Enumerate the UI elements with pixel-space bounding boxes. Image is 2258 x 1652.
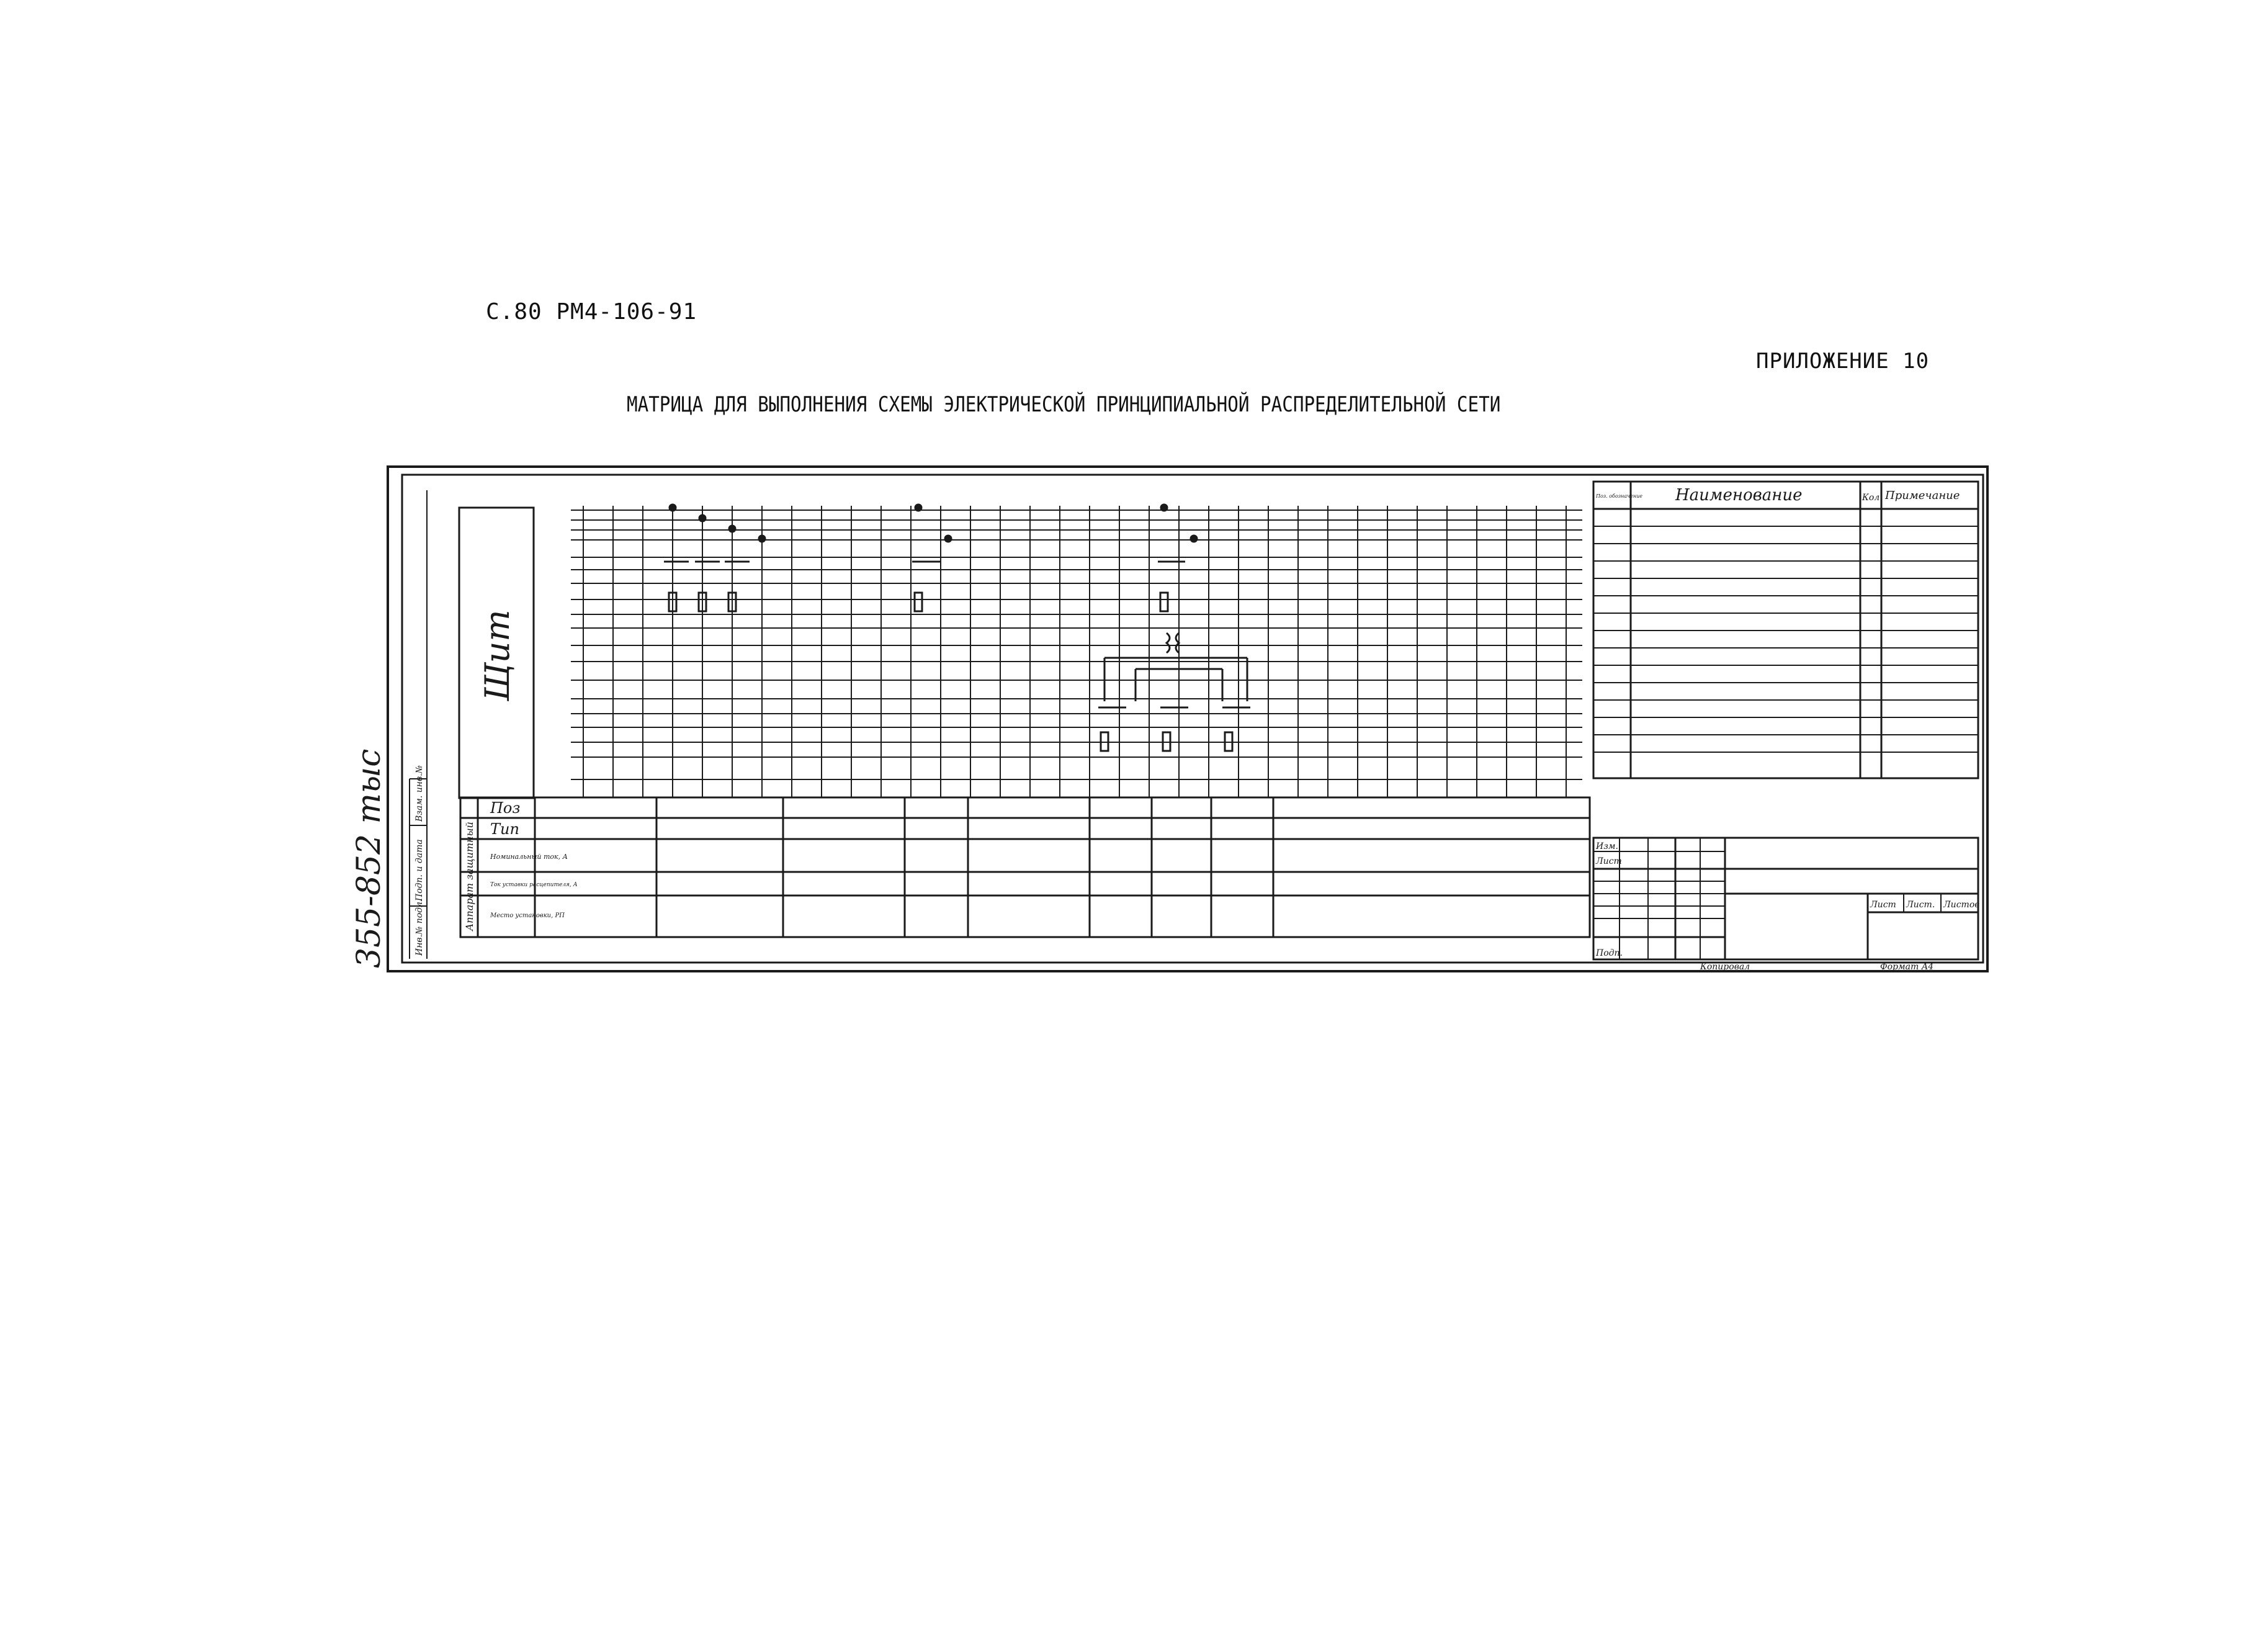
document-code: С.80 РМ4-106-91 [486, 299, 697, 325]
stamp-label-sheet: Лист [1596, 856, 1622, 866]
spec-table-rows [1593, 526, 1978, 752]
row-label-nominal-current: Номинальный ток, А [490, 853, 568, 861]
spec-header-name: Наименование [1675, 486, 1803, 505]
stamp-label-sign: Подп. [1596, 948, 1623, 958]
row-label-pos: Поз [490, 799, 521, 817]
bus-lines [571, 510, 1582, 779]
row-label-type: Тип [490, 820, 519, 838]
appendix-label: ПРИЛОЖЕНИЕ 10 [1756, 349, 1930, 374]
panel-label: Щит [478, 609, 517, 701]
row-label-location: Место установки, РП [490, 912, 565, 919]
title-block-rows [1593, 838, 1941, 959]
handwritten-number: 355-852 тыс [351, 748, 388, 968]
stamp-copied: Копировал [1700, 962, 1750, 972]
stamp-sheet-col-1: Лист [1870, 900, 1896, 910]
left-strip-inv: Инв.№ подл. [414, 899, 424, 956]
stamp-sheet-col-2: Лист. [1906, 900, 1935, 910]
spec-header-note: Примечание [1885, 489, 1960, 502]
spec-header-pos: Поз. обозначение [1596, 493, 1643, 499]
left-strip-sign-date: Подп. и дата [414, 839, 424, 901]
stamp-format: Формат А4 [1880, 962, 1934, 972]
spec-header-qty: Кол. [1862, 493, 1883, 503]
frame-inner [402, 475, 1983, 963]
title-block [1593, 838, 1978, 959]
row-group-label: Аппарат защитный [464, 822, 475, 931]
feeder-lines [583, 506, 1566, 797]
left-strip-replace: Взам. инв.№ [414, 765, 424, 822]
row-label-trip-current: Ток уставки расцепителя, А [490, 882, 578, 888]
stamp-sheet-col-3: Листов [1943, 900, 1980, 910]
stamp-label-change: Изм. [1596, 842, 1618, 851]
bottom-table [460, 797, 1590, 937]
document-title: МАТРИЦА ДЛЯ ВЫПОЛНЕНИЯ СХЕМЫ ЭЛЕКТРИЧЕСКОЙ ПРИНЦИПИАЛЬНОЙ РАСПРЕДЕЛИТЕЛЬНОЙ СЕТИ [627, 392, 1501, 417]
